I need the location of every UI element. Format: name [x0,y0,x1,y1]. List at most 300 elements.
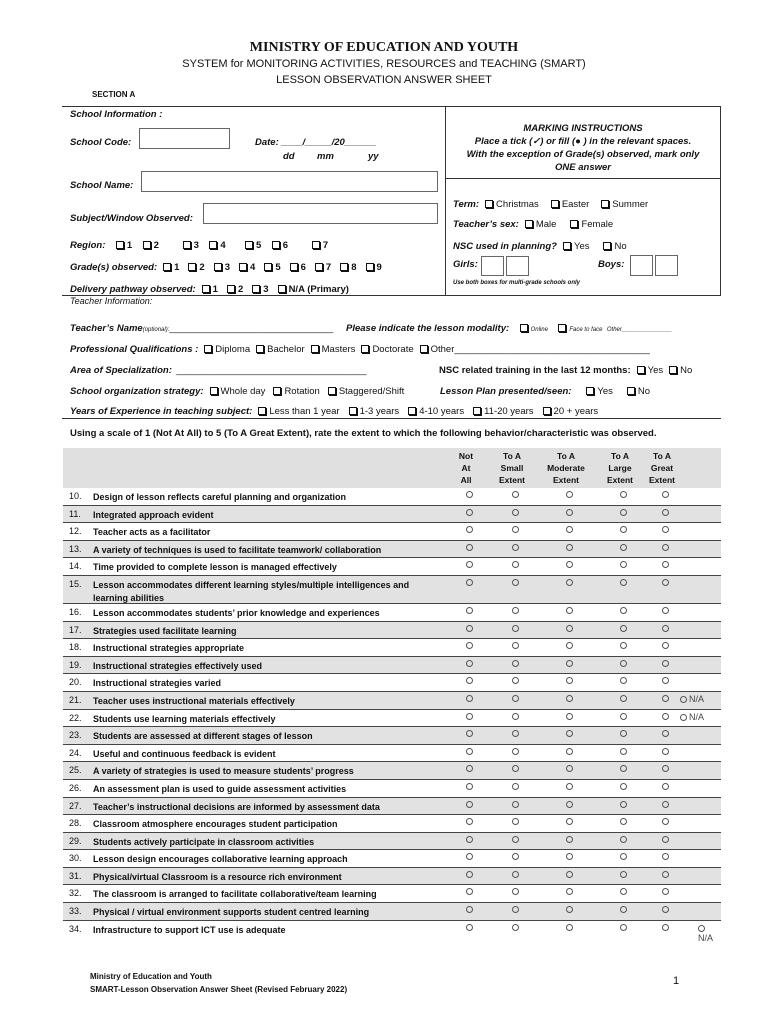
date-mm: mm [317,151,334,162]
rating-radio[interactable] [566,783,573,790]
rating-radio[interactable] [620,509,627,516]
pathway-label: Delivery pathway observed: [70,284,196,295]
rating-radio[interactable] [512,607,519,614]
rating-radio[interactable] [466,561,473,568]
rating-radio[interactable] [620,642,627,649]
instructions-line: Place a tick (✓) or fill (● ) in the relevant spaces. [474,136,692,147]
rating-radio[interactable] [662,544,669,551]
checkbox-icon [256,345,264,353]
rating-radio[interactable] [566,625,573,632]
rating-radio[interactable] [512,526,519,533]
rating-radio[interactable] [512,888,519,895]
rating-radio[interactable] [620,748,627,755]
rating-radio[interactable] [662,579,669,586]
checkbox-option[interactable]: No [621,386,650,397]
item-text: A variety of strategies is used to measure students’ progress [93,766,354,777]
rating-radio[interactable] [512,783,519,790]
table-row [63,506,721,524]
term-row [453,194,654,212]
rating-radio[interactable] [620,526,627,533]
item-number: 30. [69,853,82,864]
training-row [439,360,692,378]
rating-radio[interactable] [620,677,627,684]
rating-radio[interactable] [466,607,473,614]
na-option[interactable]: N/A [680,712,704,722]
region-option[interactable]: 7 [306,240,328,251]
rating-radio[interactable] [566,561,573,568]
table-row [63,488,721,506]
rating-radio[interactable] [662,509,669,516]
rating-radio[interactable] [512,713,519,720]
rating-radio[interactable] [512,660,519,667]
column-header: To A Small Extent [499,451,525,485]
checkbox-option[interactable]: 3 [208,262,230,273]
item-text: Teacher uses instructional materials effectively [93,695,295,706]
checkbox-icon [669,366,677,374]
checkbox-icon [278,285,286,293]
boys-box-2[interactable] [655,255,678,276]
checkbox-icon [551,200,559,208]
rating-radio[interactable] [466,871,473,878]
rating-radio[interactable] [512,579,519,586]
rating-radio[interactable] [662,748,669,755]
rating-radio[interactable] [512,491,519,498]
girls-box-1[interactable] [481,256,504,276]
rating-radio[interactable] [466,491,473,498]
rating-radio[interactable] [620,730,627,737]
item-text: Integrated approach evident [93,509,214,520]
rating-radio[interactable] [566,579,573,586]
item-text: The classroom is arranged to facilitate collaborative/team learning [93,889,377,900]
marking-instructions [445,122,721,174]
rating-radio[interactable] [662,871,669,878]
table-row [63,541,721,559]
na-option[interactable]: N/A [698,923,721,943]
rating-radio[interactable] [512,695,519,702]
rating-radio[interactable] [662,906,669,913]
rating-radio[interactable] [566,695,573,702]
rating-radio[interactable] [566,509,573,516]
rating-radio[interactable] [620,544,627,551]
table-row [63,833,721,851]
checkbox-icon [603,242,611,250]
rating-radio[interactable] [466,677,473,684]
rating-radio[interactable] [662,853,669,860]
rating-radio[interactable] [566,765,573,772]
rating-radio[interactable] [566,888,573,895]
rating-radio[interactable] [512,625,519,632]
rating-radio[interactable] [466,660,473,667]
checkbox-option[interactable]: Other_____________________________________ [414,344,650,355]
term-label: Term: [453,199,480,210]
rating-radio[interactable] [662,607,669,614]
checkbox-icon [340,263,348,271]
rating-radio[interactable] [566,660,573,667]
checkbox-option[interactable]: 5 [258,262,280,273]
item-number: 18. [69,642,82,653]
item-text: Lesson accommodates students’ prior knowledge and experiences [93,607,380,618]
item-number: 24. [69,747,82,758]
rating-table [63,448,721,943]
table-row [63,639,721,657]
checkbox-icon [116,241,124,249]
checkbox-option[interactable]: 3 [246,284,268,295]
rating-radio[interactable] [662,677,669,684]
rating-radio[interactable] [662,660,669,667]
rating-radio[interactable] [662,818,669,825]
checkbox-option[interactable]: Whole day [204,386,266,397]
checkbox-option[interactable]: 4 [233,262,255,273]
rating-radio[interactable] [512,836,519,843]
rating-radio[interactable] [566,713,573,720]
table-row [63,576,721,604]
item-number: 13. [69,543,82,554]
rating-radio[interactable] [620,818,627,825]
rating-radio[interactable] [620,853,627,860]
checkbox-icon [637,366,645,374]
section-label: SECTION A [92,90,136,99]
rating-radio[interactable] [466,642,473,649]
table-row [63,921,721,943]
checkbox-option[interactable]: Yes [557,241,590,252]
checkbox-option[interactable]: 20 + years [537,406,599,417]
rating-radio[interactable] [566,853,573,860]
school-code-field[interactable] [139,128,230,149]
rating-radio[interactable] [512,509,519,516]
teacher-name-field[interactable]: _______________________________ [169,323,334,334]
checkbox-icon [586,387,594,395]
boys-label: Boys: [598,259,625,270]
rating-radio[interactable] [466,579,473,586]
checkbox-option[interactable]: Rotation [267,386,319,397]
rating-radio[interactable] [620,660,627,667]
rating-radio[interactable] [662,491,669,498]
rating-radio[interactable] [566,607,573,614]
item-number: 11. [69,508,81,519]
rating-radio[interactable] [466,526,473,533]
rating-radio[interactable] [466,730,473,737]
rating-radio[interactable] [566,836,573,843]
area-field[interactable]: ____________________________________ [176,365,367,376]
item-text: Lesson design encourages collaborative learning approach [93,854,348,865]
na-option[interactable]: N/A [680,694,704,704]
rating-radio[interactable] [512,748,519,755]
checkbox-option[interactable]: Female [564,219,613,230]
item-number: 33. [69,906,82,917]
teacher-info-heading: Teacher Information: [70,296,153,306]
rating-radio[interactable] [466,509,473,516]
rating-radio[interactable] [512,642,519,649]
girls-box-2[interactable] [506,256,529,276]
nsc-label: NSC used in planning? [453,241,557,252]
subject-field[interactable] [203,203,438,224]
checkbox-option[interactable]: Christmas [479,199,539,210]
boys-box-1[interactable] [630,255,653,276]
rating-radio[interactable] [620,625,627,632]
rating-radio[interactable] [466,801,473,808]
rating-radio[interactable] [512,544,519,551]
item-number: 19. [69,659,82,670]
checkbox-option[interactable]: 1 [157,262,179,273]
checkbox-icon [473,407,481,415]
checkbox-option[interactable]: 4-10 years [402,406,464,417]
rating-radio[interactable] [662,888,669,895]
area-row [70,360,367,378]
page-title: MINISTRY OF EDUCATION AND YOUTH [249,40,519,55]
rating-radio[interactable] [620,579,627,586]
item-text: Students use learning materials effectively [93,713,276,724]
region-label: Region: [70,240,106,251]
teacher-name-label: Teacher’s Name [70,323,143,334]
item-number: 10. [69,491,82,501]
rating-radio[interactable] [620,695,627,702]
sex-label: Teacher’s sex: [453,219,519,230]
rating-radio[interactable] [620,906,627,913]
checkbox-icon [264,263,272,271]
item-text: Classroom atmosphere encourages student participation [93,819,338,830]
checkbox-icon [361,345,369,353]
rating-radio[interactable] [466,906,473,913]
rating-radio[interactable] [662,713,669,720]
checkbox-option[interactable]: 6 [284,262,306,273]
checkbox-option[interactable]: Male [519,219,557,230]
rating-radio[interactable] [466,888,473,895]
checkbox-icon [290,263,298,271]
checkbox-option[interactable]: No [597,241,626,252]
rating-radio[interactable] [566,818,573,825]
checkbox-option[interactable]: Easter [545,199,589,210]
rating-radio[interactable] [662,695,669,702]
checkbox-option[interactable]: 1 [196,284,218,295]
rating-radio[interactable] [466,544,473,551]
page-number: 1 [673,975,680,987]
checkbox-option[interactable]: N/A (Primary) [272,284,349,295]
rating-radio[interactable] [620,607,627,614]
table-row [63,710,721,728]
item-text: Students are assessed at different stages of lesson [93,731,313,742]
table-row [63,850,721,868]
region-option[interactable]: 1 [110,240,132,251]
date-field[interactable]: Date: ____/_____/20______ [255,137,377,148]
rating-radio[interactable] [620,783,627,790]
rating-radio[interactable] [566,526,573,533]
pathway-row [70,279,352,297]
rating-radio[interactable] [466,765,473,772]
table-row [63,815,721,833]
checkbox-option[interactable]: 9 [360,262,382,273]
rating-radio[interactable] [662,625,669,632]
rating-radio[interactable] [620,924,627,931]
rating-radio[interactable] [620,765,627,772]
rating-radio[interactable] [620,836,627,843]
strategy-label: School organization strategy: [70,386,204,397]
checkbox-icon [420,345,428,353]
rating-radio[interactable] [566,924,573,931]
checkbox-option[interactable]: Yes [580,386,613,397]
rating-radio[interactable] [620,713,627,720]
rating-radio[interactable] [466,748,473,755]
region-option[interactable]: 4 [203,240,225,251]
checkbox-option[interactable]: Yes [631,365,664,376]
checkbox-icon [204,345,212,353]
rating-radio[interactable] [620,871,627,878]
rating-radio[interactable] [620,561,627,568]
checkbox-icon [245,241,253,249]
rating-radio[interactable] [566,801,573,808]
table-row [63,622,721,640]
column-header: To A Large Extent [607,451,633,485]
table-row [63,558,721,576]
grade-row [70,257,385,275]
checkbox-icon [408,407,416,415]
rating-radio[interactable] [466,695,473,702]
item-text: Teacher’s instructional decisions are informed by assessment data [93,801,380,812]
scale-instruction: Using a scale of 1 (Not At All) to 5 (To A Great Extent), rate the extent to which the following behavior/characteristic was observed. [70,428,657,439]
rating-radio[interactable] [466,853,473,860]
region-option[interactable]: 2 [137,240,159,251]
checkbox-icon [311,345,319,353]
item-number: 15. [69,578,82,589]
rating-radio[interactable] [512,818,519,825]
item-number: 23. [69,730,82,741]
table-row [63,674,721,692]
rating-radio[interactable] [466,836,473,843]
rating-radio[interactable] [566,642,573,649]
sex-row [453,214,621,232]
rating-radio[interactable] [662,526,669,533]
rating-radio[interactable] [512,677,519,684]
checkbox-icon [258,407,266,415]
checkbox-option[interactable]: Masters [305,344,356,355]
table-row [63,604,721,622]
checkbox-option[interactable]: Doctorate [355,344,413,355]
checkbox-option[interactable]: Diploma [198,344,250,355]
rating-radio[interactable] [466,924,473,931]
checkbox-icon [143,241,151,249]
region-option[interactable]: 3 [177,240,199,251]
plan-row [440,381,658,399]
area-label: Area of Specialization: [70,365,172,376]
rating-radio[interactable] [512,924,519,931]
rating-radio[interactable] [662,836,669,843]
modality-label: Please indicate the lesson modality: [346,323,510,334]
modality-option[interactable]: Online [514,327,548,333]
checkbox-option[interactable]: 8 [334,262,356,273]
rating-radio[interactable] [662,801,669,808]
rating-radio[interactable] [512,853,519,860]
checkbox-icon [366,263,374,271]
table-row [63,885,721,903]
girls-label: Girls: [453,259,478,270]
checkbox-icon [163,263,171,271]
item-number: 25. [69,765,82,776]
checkbox-option[interactable]: 2 [182,262,204,273]
checkbox-option[interactable]: 1-3 years [343,406,400,417]
item-text: Useful and continuous feedback is evident [93,748,276,759]
rating-radio[interactable] [620,801,627,808]
region-option[interactable]: 6 [266,240,288,251]
rating-radio[interactable] [512,730,519,737]
checkbox-option[interactable]: 2 [221,284,243,295]
checkbox-option[interactable]: Less than 1 year [252,406,339,417]
item-text: Lesson accommodates different learning styles/multiple intelligences and learning abilities [93,579,410,603]
item-number: 22. [69,712,82,723]
rating-radio[interactable] [662,783,669,790]
boxes-note: Use both boxes for multi-grade schools only [453,280,581,286]
checkbox-icon [239,263,247,271]
rating-radio[interactable] [466,783,473,790]
instructions-title: MARKING INSTRUCTIONS [523,123,643,134]
checkbox-option[interactable]: No [663,365,692,376]
rating-radio[interactable] [662,924,669,931]
rating-radio[interactable] [620,491,627,498]
checkbox-option[interactable]: Staggered/Shift [322,386,405,397]
modality-option[interactable]: Face to face [552,327,602,333]
checkbox-icon [227,285,235,293]
rating-radio[interactable] [662,561,669,568]
rating-radio[interactable] [566,544,573,551]
item-text: Instructional strategies varied [93,678,222,689]
region-option[interactable]: 5 [239,240,261,251]
checkbox-icon [520,324,528,332]
radio-icon [680,696,687,703]
rating-radio[interactable] [466,625,473,632]
rating-radio[interactable] [566,677,573,684]
item-text: Physical / virtual environment supports student centred learning [93,907,370,918]
item-text: Instructional strategies effectively used [93,660,263,671]
rating-radio[interactable] [566,871,573,878]
rating-radio[interactable] [512,765,519,772]
rating-radio[interactable] [566,906,573,913]
column-header: Not At All [458,451,474,485]
rating-radio[interactable] [566,730,573,737]
rating-radio[interactable] [466,713,473,720]
rating-radio[interactable] [620,888,627,895]
table-row [63,798,721,816]
checkbox-icon [328,387,336,395]
item-text: Instructional strategies appropriate [93,643,245,654]
rating-radio[interactable] [662,730,669,737]
rating-radio[interactable] [512,561,519,568]
instructions-line: ONE answer [555,162,611,173]
checkbox-option[interactable]: 11-20 years [467,406,533,417]
date-yy: yy [368,151,379,162]
rating-table-header [63,448,721,488]
school-info-heading: School Information : [70,109,163,120]
item-number: 26. [69,782,82,793]
rating-radio[interactable] [566,491,573,498]
checkbox-option[interactable]: 7 [309,262,331,273]
school-name-field[interactable] [141,171,438,192]
checkbox-option[interactable]: Summer [595,199,648,210]
modality-other-field[interactable]: Other_______________ [606,327,672,333]
rating-radio[interactable] [512,871,519,878]
rating-radio[interactable] [566,748,573,755]
rating-radio[interactable] [512,801,519,808]
item-number: 20. [69,677,82,688]
modality-row [346,318,672,336]
checkbox-icon [315,263,323,271]
table-row [63,762,721,780]
rating-radio[interactable] [662,642,669,649]
rating-radio[interactable] [662,765,669,772]
checkbox-icon [312,241,320,249]
item-number: 17. [69,624,82,635]
school-name-label: School Name: [70,180,134,191]
rating-radio[interactable] [466,818,473,825]
checkbox-option[interactable]: Bachelor [250,344,305,355]
rating-radio[interactable] [512,906,519,913]
